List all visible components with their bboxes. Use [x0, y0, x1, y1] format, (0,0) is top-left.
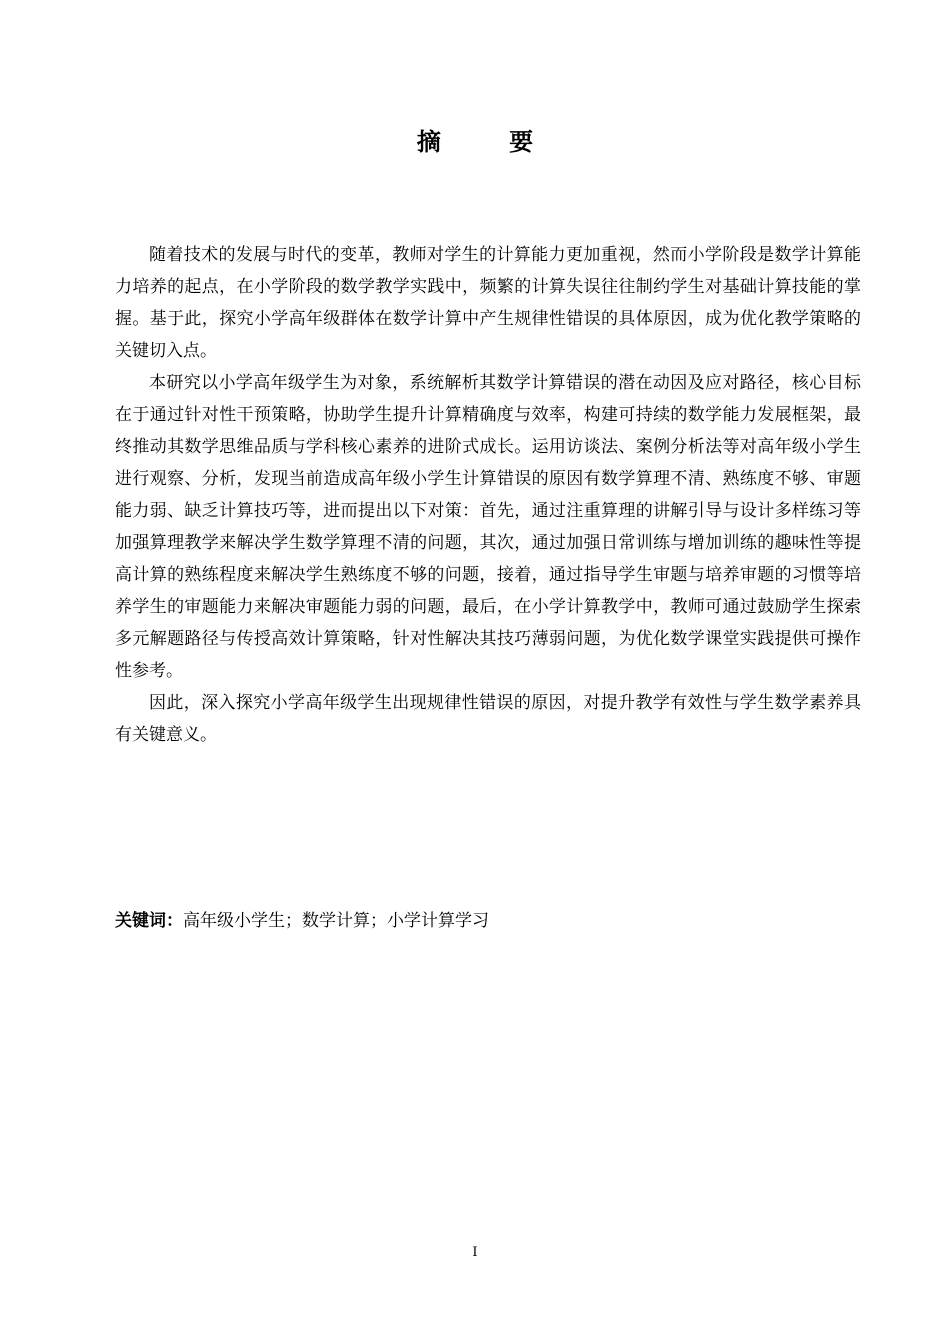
keywords-value: 高年级小学生；数学计算；小学计算学习 [183, 911, 489, 931]
page-title: 摘 要 [416, 128, 564, 156]
abstract-paragraph: 本研究以小学高年级学生为对象，系统解析其数学计算错误的潜在动因及应对路径，核心目标在于通过针对性干预策略，协助学生提升计算精确度与效率，构建可持续的数学能力发展框架，最终推动其数学思维品质与学科核心素养的进阶式成长。运用访谈法、案例分析法等对高年级小学生进行观察、分析，发现当前造成高年级小学生计算错误的原因有数学算理不清、熟练度不够、审题能力弱、缺乏计算技巧等，进而提出以下对策：首先，通过注重算理的讲解引导与设计多样练习等加强算理教学来解决学生数学算理不清的问题，其次，通过加强日常训练与增加训练的趣味性等提高计算的熟练程度来解决学生熟练度不够的问题，接着，通过指导学生审题与培养审题的习惯等培养学生的审题能力来解决审题能力弱的问题，最后，在小学计算教学中，教师可通过鼓励学生探索多元解题路径与传授高效计算策略，针对性解决其技巧薄弱问题，为优化数学课堂实践提供可操作性参考。 [115, 373, 861, 681]
page-number: I [472, 1245, 478, 1260]
keywords-line [115, 905, 861, 937]
abstract-paragraph: 随着技术的发展与时代的变革，教师对学生的计算能力更加重视，然而小学阶段是数学计算能力培养的起点，在小学阶段的数学教学实践中，频繁的计算失误往往制约学生对基础计算技能的掌握。基于此，探究小学高年级群体在数学计算中产生规律性错误的具体原因，成为优化教学策略的关键切入点。 [115, 245, 861, 361]
abstract-body [115, 239, 861, 751]
abstract-paragraph: 因此，深入探究小学高年级学生出现规律性错误的原因，对提升教学有效性与学生数学素养具有关键意义。 [115, 693, 861, 745]
keywords-label: 关键词： [115, 911, 183, 931]
